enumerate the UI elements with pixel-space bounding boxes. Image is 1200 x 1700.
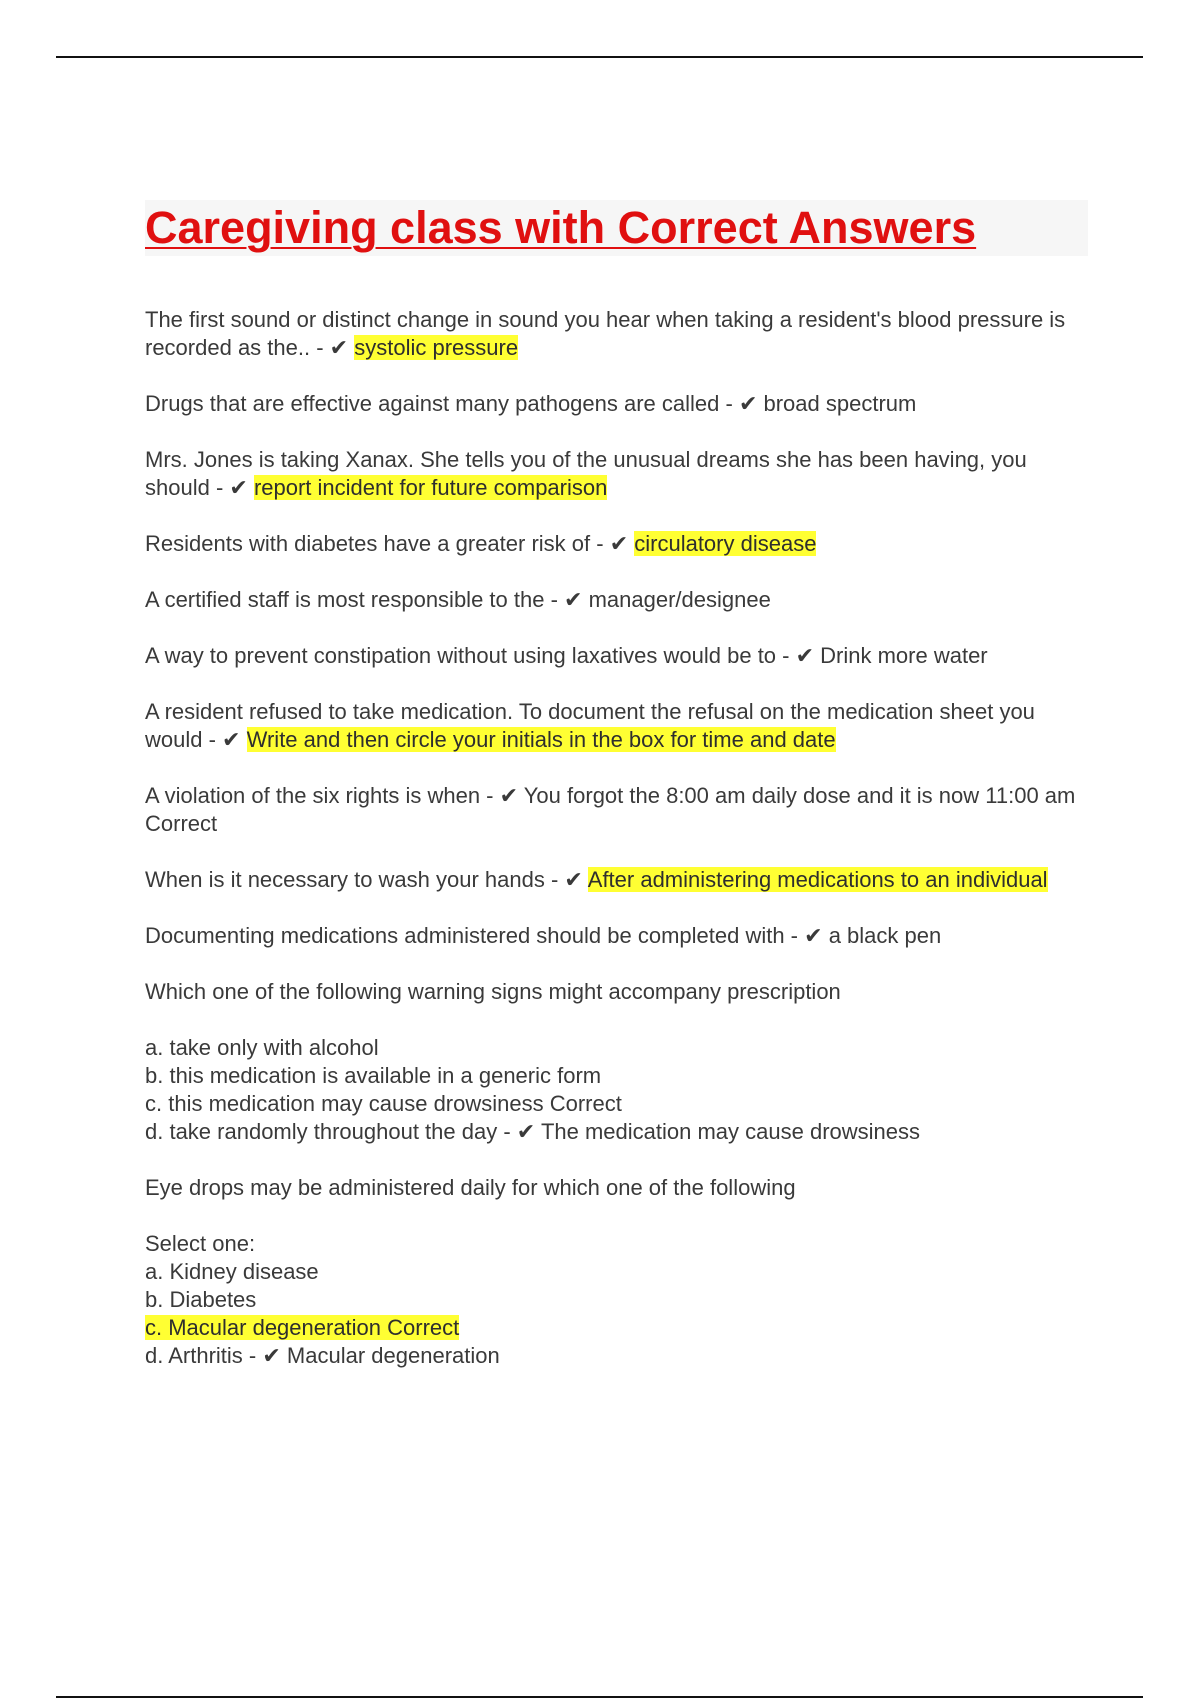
qa-item-1: The first sound or distinct change in sound you hear when taking a resident's blood pressure is recorded as the.. - ✔ systolic pressure [145,307,1066,360]
option: a. Kidney disease [145,1259,319,1284]
option-highlighted: c. Macular degeneration Correct [145,1315,460,1340]
qa-item-11-question: Which one of the following warning signs might accompany prescription [145,979,841,1004]
top-rule [56,56,1143,58]
qa-item-9: When is it necessary to wash your hands - ✔ After administering medications to an individual [145,867,1048,892]
qa-item-11-options [145,1034,1090,1146]
page-title: Caregiving class with Correct Answers [145,200,1088,256]
option: c. this medication may cause drowsiness Correct [145,1091,622,1116]
qa-item-2: Drugs that are effective against many pathogens are called - ✔ broad spectrum [145,391,917,416]
qa-item-7: A resident refused to take medication. To document the refusal on the medication sheet you would - ✔ Write and then circle your initials in the box for time and date [145,699,1035,752]
option: b. Diabetes [145,1287,257,1312]
qa-item-10: Documenting medications administered should be completed with - ✔ a black pen [145,923,942,948]
qa-item-12-question: Eye drops may be administered daily for which one of the following [145,1175,796,1200]
qa-item-8: A violation of the six rights is when - ✔ You forgot the 8:00 am daily dose and it is now 11:00 am Correct [145,783,1076,836]
select-label: Select one: [145,1231,256,1256]
qa-item-5: A certified staff is most responsible to the - ✔ manager/designee [145,587,771,612]
qa-item-6: A way to prevent constipation without using laxatives would be to - ✔ Drink more water [145,643,988,668]
option: a. take only with alcohol [145,1035,379,1060]
option-with-answer: d. take randomly throughout the day - ✔ The medication may cause drowsiness [145,1119,920,1144]
qa-item-12-options [145,1230,1090,1370]
qa-item-4: Residents with diabetes have a greater risk of - ✔ circulatory disease [145,531,817,556]
option: b. this medication is available in a generic form [145,1063,602,1088]
qa-item-3: Mrs. Jones is taking Xanax. She tells you of the unusual dreams she has been having, you should - ✔ report incident for future comparison [145,447,1027,500]
option-with-answer: d. Arthritis - ✔ Macular degeneration [145,1343,500,1368]
document-body [145,200,1090,1398]
bottom-rule [56,1696,1143,1698]
